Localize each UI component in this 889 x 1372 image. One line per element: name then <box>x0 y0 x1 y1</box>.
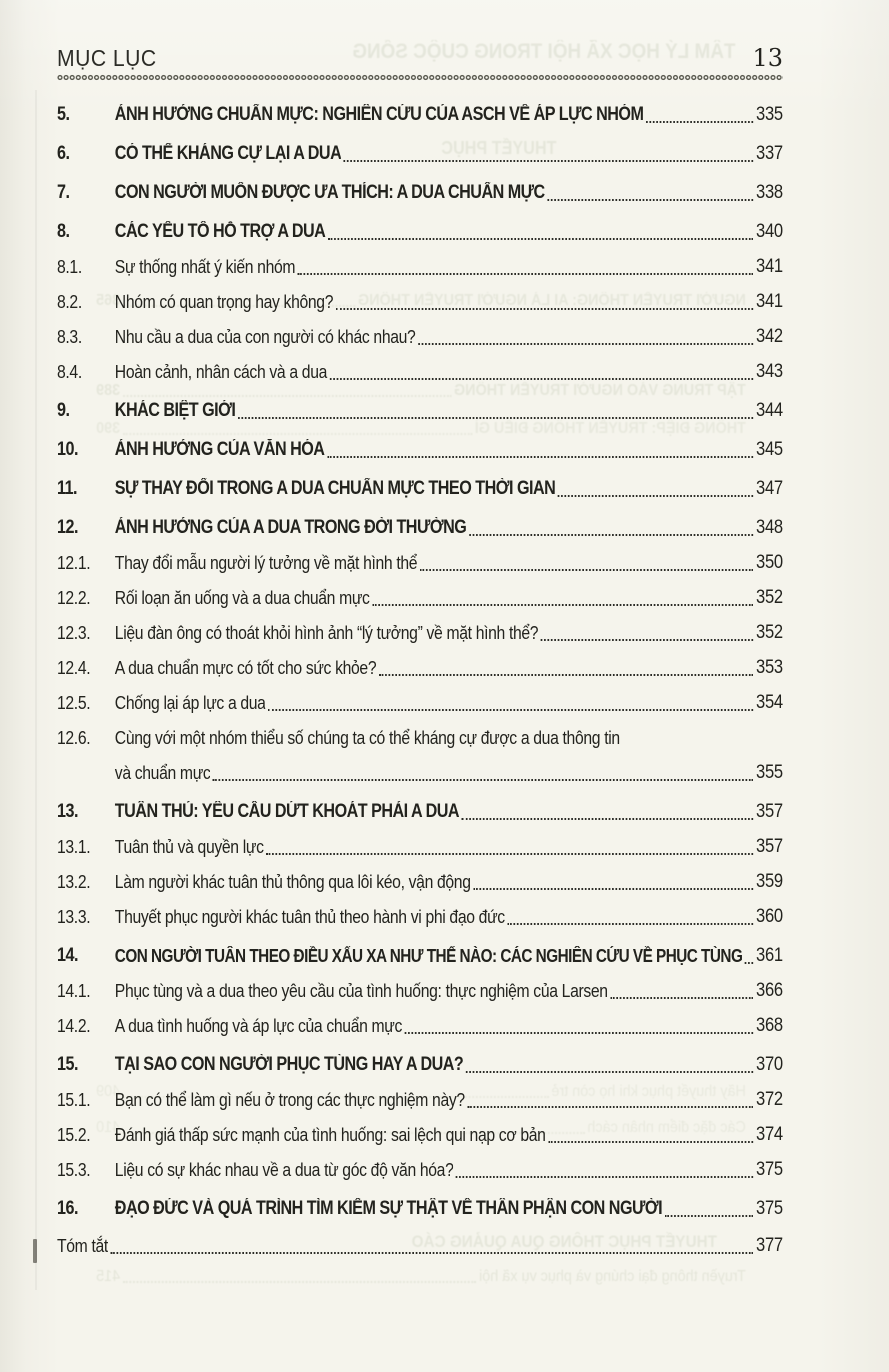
toc-entry-page: 372 <box>756 1088 783 1110</box>
toc-entry-title: Cùng với một nhóm thiểu số chúng ta có thể kháng cự được a dua thông tin <box>114 727 620 748</box>
toc-entry-title: Thuyết phục người khác tuân thủ theo hành vi phi đạo đức <box>114 906 505 927</box>
dot-leader <box>238 417 754 419</box>
toc-entry-page: 377 <box>756 1234 783 1256</box>
bleedthrough-title: Các đặc điểm nhân cách <box>587 1119 746 1136</box>
toc-entry-number: 12.5. <box>57 692 91 713</box>
scan-edge-mark <box>33 1239 37 1263</box>
toc-entry-page: 375 <box>756 1158 783 1180</box>
toc-entry <box>57 1009 783 1044</box>
dot-leader <box>420 569 754 571</box>
toc-entry-title: Sự thống nhất ý kiến nhóm <box>114 256 296 277</box>
toc-entry-title-line2: và chuẩn mực <box>114 762 211 783</box>
toc-entry-number: 11. <box>57 478 78 499</box>
toc-entry-title: A dua chuẩn mực có tốt cho sức khỏe? <box>114 657 377 678</box>
toc-entry-page: 350 <box>756 551 783 573</box>
toc-entry <box>57 651 783 686</box>
toc-entry-title: CÁC YẾU TỐ HỖ TRỢ A DUA <box>114 221 326 242</box>
toc-entry-title: Bạn có thể làm gì nếu ở trong các thực nghiệm này? <box>114 1089 465 1110</box>
toc-entry-page: 357 <box>756 835 783 857</box>
bleedthrough-title: Hãy thuyết phục khi họ còn trẻ <box>551 1083 746 1100</box>
dot-leader <box>610 997 753 999</box>
toc-entry-number: 13.3. <box>57 906 91 927</box>
dot-leader <box>266 853 753 855</box>
toc-entry <box>57 172 783 211</box>
toc-entry-continuation <box>57 756 783 791</box>
toc-entry-number: 8.3. <box>57 326 82 347</box>
toc-entry <box>57 1044 783 1083</box>
toc-entry-number: 16. <box>57 1198 78 1219</box>
page-header <box>57 42 783 72</box>
bleedthrough-title: TÂM LÝ HỌC XÃ HỘI TRONG CUỘC SỐNG <box>352 40 736 63</box>
toc-entry-page: 360 <box>756 905 783 927</box>
dot-leader <box>379 674 754 676</box>
toc-entry-page: 357 <box>756 800 783 822</box>
toc-entry-page: 345 <box>756 438 783 460</box>
toc-entry-page: 342 <box>756 325 783 347</box>
dot-leader <box>110 1252 753 1254</box>
toc-entry-number: 13. <box>57 801 78 822</box>
dot-leader <box>467 1106 753 1108</box>
dot-leader <box>213 779 753 781</box>
toc-entry <box>57 686 783 721</box>
toc-entry <box>57 865 783 900</box>
toc-entry-title: ẢNH HƯỞNG CHUẨN MỰC: NGHIÊN CỨU CỦA ASCH VỀ ÁP LỰC NHÓM <box>114 104 644 125</box>
toc-entry-page: 341 <box>756 290 783 312</box>
toc-entry-number: 10. <box>57 439 78 460</box>
toc-entry-page: 374 <box>756 1123 783 1145</box>
dot-leader <box>473 888 753 890</box>
toc-entry-title: Làm người khác tuân thủ thông qua lôi kéo, vận động <box>114 871 471 892</box>
toc-entry-number: 12. <box>57 517 78 538</box>
toc-entry <box>57 546 783 581</box>
toc-entry-number: 15. <box>57 1054 78 1075</box>
toc-entry-number: 9. <box>57 400 70 421</box>
toc-entry-page: 359 <box>756 870 783 892</box>
toc-entry-number: 8. <box>57 221 70 242</box>
toc-entry-title: A dua tình huống và áp lực của chuẩn mực <box>114 1015 403 1036</box>
bleedthrough-page: 415 <box>96 1268 121 1285</box>
dot-leader <box>328 238 754 240</box>
toc-entry-page: 348 <box>756 516 783 538</box>
dot-leader <box>298 273 754 275</box>
toc-entry-page: 353 <box>756 656 783 678</box>
toc-entry <box>57 616 783 651</box>
toc-entry <box>57 791 783 830</box>
dot-leader <box>558 495 754 497</box>
toc-entry <box>57 830 783 865</box>
toc-entry-page: 341 <box>756 255 783 277</box>
toc-entry-title: TẠI SAO CON NGƯỜI PHỤC TÙNG HAY A DUA? <box>114 1054 464 1075</box>
dot-leader <box>462 818 754 820</box>
toc-entry <box>57 935 783 974</box>
toc-entry <box>57 429 783 468</box>
toc-entry-page: 370 <box>756 1053 783 1075</box>
dot-leader <box>646 121 753 123</box>
toc-entry <box>57 211 783 250</box>
toc-entry-page: 354 <box>756 691 783 713</box>
toc-entry <box>57 1227 783 1264</box>
toc-entry-title: KHÁC BIỆT GIỚI <box>114 400 236 421</box>
dot-leader <box>330 378 754 380</box>
page-number: 13 <box>752 44 783 72</box>
toc-entry <box>57 1153 783 1188</box>
toc-entry-title: Rối loạn ăn uống và a dua chuẩn mực <box>114 587 370 608</box>
toc-entry <box>57 133 783 172</box>
toc-entry-page: 343 <box>756 360 783 382</box>
bleedthrough-text <box>96 1268 746 1286</box>
toc-entry-page: 338 <box>756 181 783 203</box>
toc-entry-page: 355 <box>756 761 783 783</box>
toc-entry <box>57 285 783 320</box>
toc-entry-number: 12.2. <box>57 587 91 608</box>
dot-leader <box>745 962 754 964</box>
toc-entry-title: CÓ THỂ KHÁNG CỰ LẠI A DUA <box>114 143 342 164</box>
toc-entry <box>57 355 783 390</box>
toc-entry <box>57 390 783 429</box>
toc-entry <box>57 721 783 756</box>
toc-entry-number: 13.2. <box>57 871 91 892</box>
toc-entry-number: 14.1. <box>57 980 91 1001</box>
toc-entry <box>57 900 783 935</box>
toc-entry-title: Chống lại áp lực a dua <box>114 692 266 713</box>
toc-entry-title: TUÂN THỦ: YÊU CẦU DỨT KHOÁT PHẢI A DUA <box>114 801 460 822</box>
toc-entry-title: Nhu cầu a dua của con người có khác nhau? <box>114 326 416 347</box>
toc-entry <box>57 320 783 355</box>
toc-entry-number: 8.1. <box>57 256 82 277</box>
bleedthrough-page: 389 <box>96 382 121 399</box>
toc-entry <box>57 468 783 507</box>
toc-entry <box>57 1188 783 1227</box>
bleedthrough-title: THÔNG ĐIỆP: TRUYỀN THÔNG ĐIỀU GÌ <box>474 420 746 437</box>
dot-leader <box>327 456 753 458</box>
toc-entry <box>57 507 783 546</box>
toc-entry-number: 5. <box>57 104 70 125</box>
dot-leader <box>548 1141 753 1143</box>
toc-entry-title: ẢNH HƯỞNG CỦA VĂN HÓA <box>114 439 325 460</box>
toc-entry-number: 8.2. <box>57 291 82 312</box>
dot-leader <box>665 1215 754 1217</box>
dot-leader <box>344 160 754 162</box>
toc-entry-number: 14.2. <box>57 1015 91 1036</box>
toc-entry <box>57 94 783 133</box>
dot-leader <box>372 604 753 606</box>
dot-leader <box>268 709 753 711</box>
bleedthrough-page: 410 <box>96 1119 121 1136</box>
toc-entry-title: CON NGƯỜI MUỐN ĐƯỢC ƯA THÍCH: A DUA CHUẨN MỰC <box>114 182 545 203</box>
toc-entry-title: SỰ THAY ĐỔI TRONG A DUA CHUẨN MỰC THEO THỜI GIAN <box>114 478 556 499</box>
toc-entry-title: Đánh giá thấp sức mạnh của tình huống: sai lệch qui nạp cơ bản <box>114 1124 546 1145</box>
toc-entry <box>57 250 783 285</box>
toc-entry-title: Hoàn cảnh, nhân cách và a dua <box>114 361 328 382</box>
page-crease-artifact <box>35 90 37 1290</box>
dot-leader <box>456 1176 753 1178</box>
toc-entry-page: 375 <box>756 1197 783 1219</box>
dot-leader <box>418 343 753 345</box>
toc-entry-title: CON NGƯỜI TUÂN THEO ĐIỀU XẤU XA NHƯ THẾ NÀO: CÁC NGHIÊN CỨU VỀ PHỤC TÙNG <box>114 946 743 966</box>
toc-entry <box>57 581 783 616</box>
toc-entry-number: 12.3. <box>57 622 91 643</box>
bleedthrough-title: NGƯỜI TRUYỀN THÔNG: AI LÀ NGƯỜI TRUYỀN THÔNG <box>357 292 746 309</box>
bleedthrough-page: 409 <box>96 1083 121 1100</box>
dot-leader <box>336 308 754 310</box>
toc-entry <box>57 1083 783 1118</box>
page-title: MỤC LỤC <box>57 45 157 71</box>
toc-entry <box>57 1118 783 1153</box>
toc-entry-title: Tuân thủ và quyền lực <box>114 836 264 857</box>
toc-entry-title: Liệu đàn ông có thoát khỏi hình ảnh “lý tưởng” về mặt hình thể? <box>114 622 539 643</box>
bleedthrough-page: 365 <box>96 292 121 309</box>
dot-leader <box>507 923 753 925</box>
toc-entry-number: 7. <box>57 182 70 203</box>
toc-entry-title: Thay đổi mẫu người lý tưởng về mặt hình thể <box>114 552 418 573</box>
bleedthrough-title: TẬP TRUNG VÀO NGƯỜI TRUYỀN THÔNG <box>453 382 746 399</box>
toc-entry-page: 337 <box>756 142 783 164</box>
bleedthrough-dot-leader <box>123 1281 477 1283</box>
toc-entry-page: 335 <box>756 103 783 125</box>
dot-leader <box>541 639 754 641</box>
dot-leader <box>466 1071 754 1073</box>
toc-entry-page: 352 <box>756 586 783 608</box>
toc-entry-page: 352 <box>756 621 783 643</box>
toc-entry-title: Phục tùng và a dua theo yêu cầu của tình huống: thực nghiệm của Larsen <box>114 980 608 1001</box>
toc-entry-number: 14. <box>57 945 78 966</box>
bleedthrough-title: THUYẾT PHỤC THÔNG QUA QUẢNG CÁO <box>411 1232 717 1251</box>
toc-entry-number: 12.1. <box>57 552 91 573</box>
toc-entry-number: 13.1. <box>57 836 91 857</box>
toc-entry-number: 15.3. <box>57 1159 91 1180</box>
toc-entry-number: 15.2. <box>57 1124 91 1145</box>
dot-leader <box>547 199 753 201</box>
toc-entry-title: ĐẠO ĐỨC VÀ QUÁ TRÌNH TÌM KIẾM SỰ THẬT VỀ THÂN PHẬN CON NGƯỜI <box>114 1198 663 1219</box>
toc-entry-page: 368 <box>756 1014 783 1036</box>
bleedthrough-page: 390 <box>96 420 121 437</box>
toc-entry-page: 361 <box>756 944 783 966</box>
toc-entry-page: 366 <box>756 979 783 1001</box>
toc-entry-number: 12.4. <box>57 657 91 678</box>
dot-leader <box>405 1032 754 1034</box>
toc-entry-number: 12.6. <box>57 727 91 748</box>
toc-entry-title: Nhóm có quan trọng hay không? <box>114 291 334 312</box>
toc-entry-title: Liệu có sự khác nhau về a dua từ góc độ văn hóa? <box>114 1159 454 1180</box>
toc-entry-page: 344 <box>756 399 783 421</box>
toc-entry <box>57 974 783 1009</box>
bleedthrough-title: Truyền thông đại chúng và phục vụ xã hội <box>479 1268 746 1285</box>
toc-entry-page: 347 <box>756 477 783 499</box>
toc-entry-number: 6. <box>57 143 70 164</box>
bleedthrough-title: THUYẾT PHỤC <box>441 138 557 158</box>
decorative-chain-rule <box>57 74 783 81</box>
table-of-contents <box>57 94 783 1264</box>
toc-entry-title: ẢNH HƯỞNG CỦA A DUA TRONG ĐỜI THƯỜNG <box>114 517 467 538</box>
dot-leader <box>469 534 754 536</box>
toc-entry-page: 340 <box>756 220 783 242</box>
toc-entry-number: 8.4. <box>57 361 82 382</box>
toc-entry-number: 15.1. <box>57 1089 91 1110</box>
toc-entry-title: Tóm tắt <box>57 1235 108 1256</box>
